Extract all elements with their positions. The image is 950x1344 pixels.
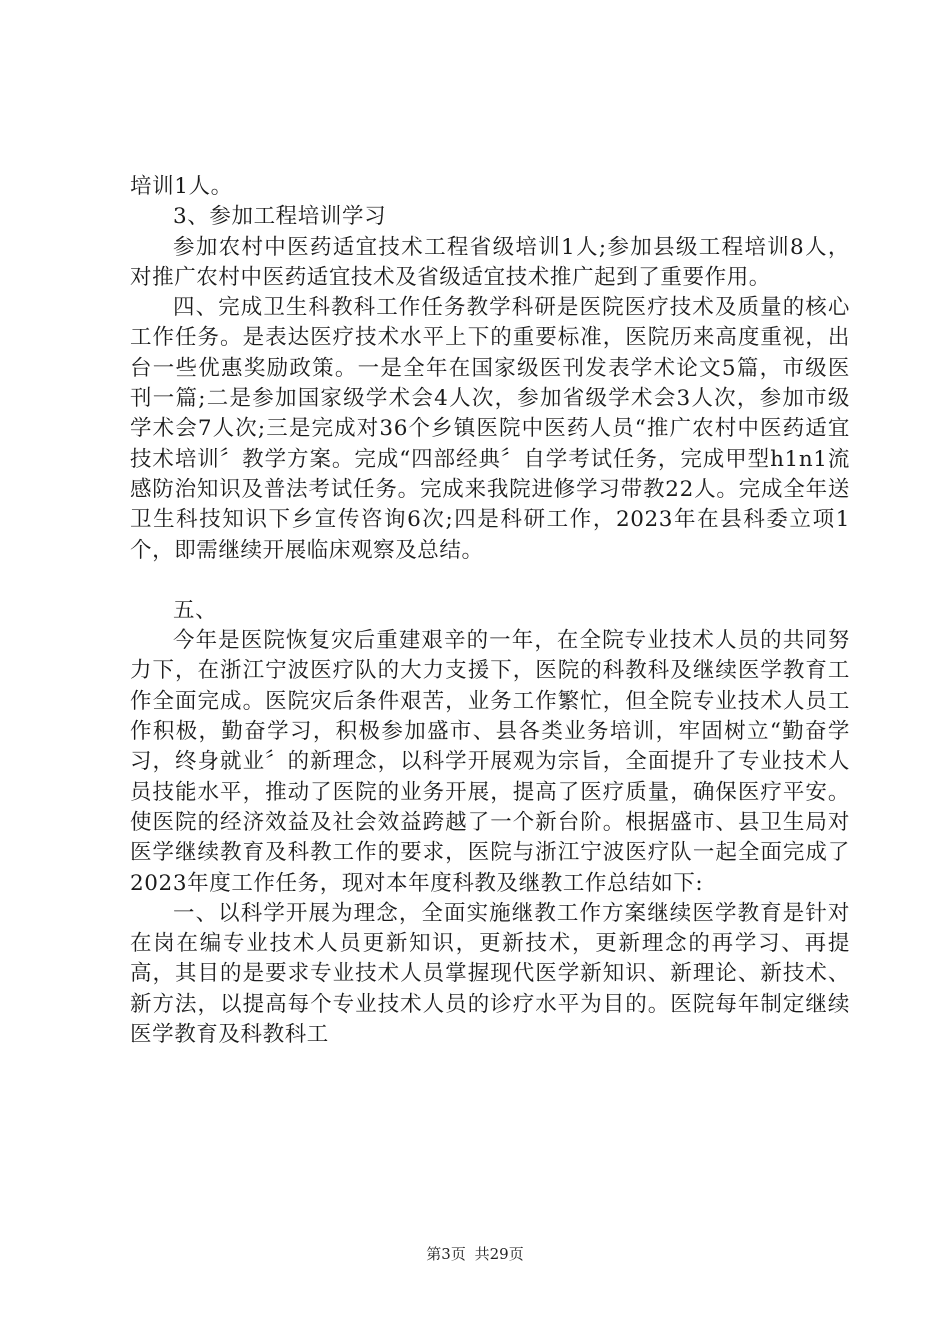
paragraph-section-four: 四、完成卫生科教科工作任务教学科研是医院医疗技术及质量的核心工作任务。是表达医疗技术水平上下的重要标准，医院历来高度重视，出台一些优惠奖励政策。一是全年在国家级医刊发表学术论文5篇，市级医刊一篇;二是参加国家级学术会4人次，参加省级学术会3人次，参加市级学术会7人次;三是完成对36个乡镇医院中医药人员“推广农村中医药适宜技术培训〞教学方案。完成“四部经典〞自学考试任务，完成甲型h1n1流感防治知识及普法考试任务。完成来我院进修学习带教22人。完成全年送卫生科技知识下乡宣传咨询6次;四是科研工作，2023年在县科委立项1个，即需继续开展临床观察及总结。: [130, 295, 850, 563]
paragraph-engineering-training: 参加农村中医药适宜技术工程省级培训1人;参加县级工程培训8人，对推广农村中医药适宜技术及省级适宜技术推广起到了重要作用。: [130, 234, 850, 290]
heading-engineering-training: 3、参加工程培训学习: [173, 204, 387, 230]
paragraph-year-summary: 今年是医院恢复灾后重建艰辛的一年，在全院专业技术人员的共同努力下，在浙江宁波医疗队的大力支援下，医院的科教科及继续医学教育工作全面完成。医院灾后条件艰苦，业务工作繁忙，但全院专业技术人员工作积极，勤奋学习，积极参加盛市、县各类业务培训，牢固树立“勤奋学习，终身就业〞的新理念，以科学开展观为宗旨，全面提升了专业技术人员技能水平，推动了医院的业务开展，提高了医疗质量，确保医疗平安。使医院的经济效益及社会效益跨越了一个新台阶。根据盛市、县卫生局对医学继续教育及科教工作的要求，医院与浙江宁波医疗队一起全面完成了2023年度工作任务，现对本年度科教及继教工作总结如下:: [130, 628, 850, 896]
body-text: [130, 172, 850, 1050]
page-footer: [0, 1243, 950, 1264]
page-total: 共29页: [474, 1245, 524, 1263]
page-number: 第3页: [426, 1245, 466, 1263]
paragraph-continuing-education: 一、以科学开展为理念，全面实施继教工作方案继续医学教育是针对在岗在编专业技术人员更新知识，更新技术，更新理念的再学习、再提高，其目的是要求专业技术人员掌握现代医学新知识、新理论、新技术、新方法，以提高每个专业技术人员的诊疗水平为目的。医院每年制定继续医学教育及科教科工: [130, 900, 850, 1048]
paragraph-spacer: [130, 566, 850, 596]
paragraph-training-count: 培训1人。: [130, 174, 233, 199]
heading-section-five: 五、: [173, 597, 218, 623]
